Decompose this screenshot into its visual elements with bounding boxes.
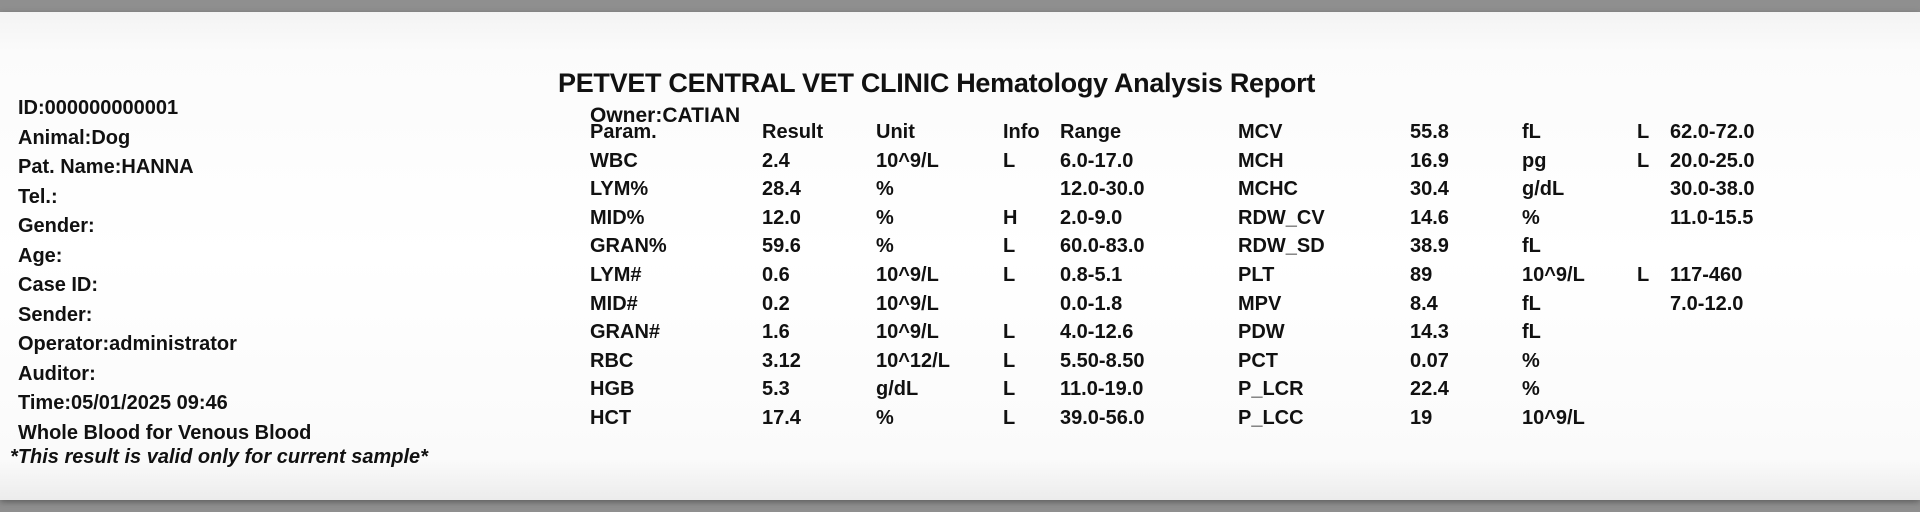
cell-result: 2.4 — [762, 149, 790, 172]
cell-range: 39.0-56.0 — [1060, 406, 1145, 429]
cell-result: 3.12 — [762, 349, 801, 372]
cell-result: 55.8 — [1410, 121, 1449, 143]
cell-unit: % — [876, 235, 894, 258]
cell-unit: % — [876, 206, 894, 229]
cell-result: 38.9 — [1410, 235, 1449, 258]
patient-info-line: Animal:Dog — [18, 126, 131, 149]
cell-range: 0.0-1.8 — [1060, 292, 1123, 315]
patient-info-line: Whole Blood for Venous Blood — [18, 421, 312, 444]
cell-result: 0.2 — [762, 292, 790, 315]
cell-unit: % — [1522, 378, 1540, 401]
cell-range: 4.0-12.6 — [1060, 321, 1134, 344]
range-column-right — [1670, 118, 1755, 433]
patient-info-line: Sender: — [18, 303, 93, 326]
cell-range: 2.0-9.0 — [1060, 206, 1123, 229]
cell-range: 5.50-8.50 — [1060, 349, 1145, 372]
cell-range — [1670, 347, 1755, 376]
cell-param: HGB — [590, 378, 635, 401]
cell-param: WBC — [590, 149, 638, 172]
cell-param: GRAN% — [590, 235, 667, 258]
cell-param: PDW — [1238, 321, 1285, 344]
param-column — [590, 118, 667, 433]
cell-result: 16.9 — [1410, 149, 1449, 172]
cell-param: LYM% — [590, 178, 649, 201]
cell-param: RDW_CV — [1238, 206, 1325, 229]
cell-info — [1637, 347, 1649, 376]
cell-range — [1670, 232, 1755, 261]
cell-range: 0.8-5.1 — [1060, 263, 1123, 286]
cell-param: RDW_SD — [1238, 235, 1325, 258]
patient-info-line: Age: — [18, 244, 63, 267]
cell-unit: g/dL — [1522, 178, 1565, 201]
unit-column — [876, 118, 950, 433]
cell-info: L — [1003, 321, 1016, 344]
cell-range: 60.0-83.0 — [1060, 235, 1145, 258]
cell-param: MID# — [590, 292, 638, 315]
cell-info — [1637, 175, 1649, 204]
cell-info: L — [1003, 149, 1016, 172]
cell-info — [1637, 318, 1649, 347]
column-header-range: Range — [1060, 121, 1122, 143]
validity-note: *This result is valid only for current sample* — [10, 446, 428, 468]
cell-unit: 10^12/L — [876, 349, 950, 372]
cell-result: 28.4 — [762, 178, 801, 201]
cell-range: 12.0-30.0 — [1060, 178, 1145, 201]
cell-info: L — [1637, 149, 1650, 172]
cell-unit: 10^9/L — [876, 263, 939, 286]
param-column-right — [1238, 118, 1325, 433]
cell-info: H — [1003, 206, 1018, 229]
cell-range: 7.0-12.0 — [1670, 292, 1744, 315]
cell-info: L — [1637, 121, 1650, 143]
cell-result: 19 — [1410, 406, 1433, 429]
cell-range — [1670, 318, 1755, 347]
cell-info — [1003, 175, 1040, 204]
cell-param: LYM# — [590, 263, 642, 286]
patient-info-line: Auditor: — [18, 362, 96, 385]
cell-param: MPV — [1238, 292, 1282, 315]
cell-unit: pg — [1522, 149, 1547, 172]
info-column-right — [1637, 118, 1649, 433]
cell-info — [1637, 204, 1649, 233]
cell-unit: % — [1522, 206, 1540, 229]
cell-param: P_LCR — [1238, 378, 1304, 401]
cell-param: MCHC — [1238, 178, 1298, 201]
cell-range: 62.0-72.0 — [1670, 121, 1755, 143]
cell-range: 30.0-38.0 — [1670, 178, 1755, 201]
cell-result: 8.4 — [1410, 292, 1438, 315]
cell-param: RBC — [590, 349, 634, 372]
unit-column-right — [1522, 118, 1585, 433]
column-header-param: Param. — [590, 121, 657, 143]
cell-result: 12.0 — [762, 206, 801, 229]
cell-range — [1670, 375, 1755, 404]
cell-result: 22.4 — [1410, 378, 1449, 401]
cell-info — [1637, 375, 1649, 404]
cell-result: 17.4 — [762, 406, 801, 429]
patient-info-line: Tel.: — [18, 185, 58, 208]
cell-unit: 10^9/L — [876, 292, 939, 315]
cell-param: MCV — [1238, 121, 1283, 143]
patient-info-line: Time:05/01/2025 09:46 — [18, 392, 228, 414]
cell-param: MID% — [590, 206, 645, 229]
result-column — [762, 118, 823, 433]
cell-result: 89 — [1410, 263, 1433, 286]
patient-info-line: ID:000000000001 — [18, 97, 179, 119]
cell-unit: fL — [1522, 292, 1541, 315]
column-header-result: Result — [762, 121, 824, 143]
cell-param: P_LCC — [1238, 406, 1304, 429]
cell-result: 1.6 — [762, 321, 790, 344]
column-header-unit: Unit — [876, 121, 915, 143]
patient-info-line: Case ID: — [18, 274, 99, 296]
patient-info — [18, 94, 311, 448]
cell-param: MCH — [1238, 149, 1284, 172]
cell-range: 20.0-25.0 — [1670, 149, 1755, 172]
cell-unit: 10^9/L — [876, 149, 939, 172]
info-column — [1003, 118, 1040, 433]
cell-unit: fL — [1522, 121, 1541, 143]
cell-result: 14.3 — [1410, 321, 1449, 344]
cell-unit: fL — [1522, 321, 1541, 344]
cell-unit: % — [876, 178, 894, 201]
cell-result: 0.6 — [762, 263, 790, 286]
cell-info — [1637, 232, 1649, 261]
cell-result: 30.4 — [1410, 178, 1449, 201]
cell-param: PLT — [1238, 263, 1275, 286]
column-header-info: Info — [1003, 121, 1040, 143]
cell-unit: 10^9/L — [1522, 263, 1585, 286]
cell-result: 14.6 — [1410, 206, 1449, 229]
cell-info — [1637, 404, 1649, 433]
patient-info-line: Pat. Name:HANNA — [18, 156, 194, 178]
report-title: PETVET CENTRAL VET CLINIC Hematology Analysis Report — [558, 68, 1316, 98]
cell-result: 5.3 — [762, 378, 790, 401]
range-column — [1060, 118, 1145, 433]
patient-info-line: Operator:administrator — [18, 333, 237, 355]
cell-unit: % — [1522, 349, 1540, 372]
cell-info: L — [1003, 378, 1016, 401]
cell-range: 117-460 — [1670, 263, 1743, 286]
cell-range: 11.0-15.5 — [1670, 206, 1754, 229]
cell-range: 6.0-17.0 — [1060, 149, 1134, 172]
cell-range: 11.0-19.0 — [1060, 378, 1144, 401]
cell-unit: fL — [1522, 235, 1541, 258]
report-paper — [0, 12, 1920, 500]
cell-info: L — [1003, 235, 1016, 258]
cell-param: GRAN# — [590, 321, 661, 344]
cell-param: PCT — [1238, 349, 1278, 372]
cell-unit: g/dL — [876, 378, 919, 401]
cell-result: 59.6 — [762, 235, 801, 258]
cell-info — [1003, 290, 1040, 319]
result-column-right — [1410, 118, 1449, 433]
cell-info — [1637, 290, 1649, 319]
cell-range — [1670, 404, 1755, 433]
owner-field: Owner:CATIAN — [590, 104, 741, 127]
cell-info: L — [1003, 349, 1016, 372]
cell-info: L — [1003, 263, 1016, 286]
cell-unit: 10^9/L — [876, 321, 939, 344]
cell-unit: % — [876, 406, 894, 429]
cell-info: L — [1003, 406, 1016, 429]
cell-info: L — [1637, 263, 1650, 286]
cell-param: HCT — [590, 406, 632, 429]
cell-unit: 10^9/L — [1522, 406, 1585, 429]
cell-result: 0.07 — [1410, 349, 1449, 372]
patient-info-line: Gender: — [18, 215, 95, 237]
